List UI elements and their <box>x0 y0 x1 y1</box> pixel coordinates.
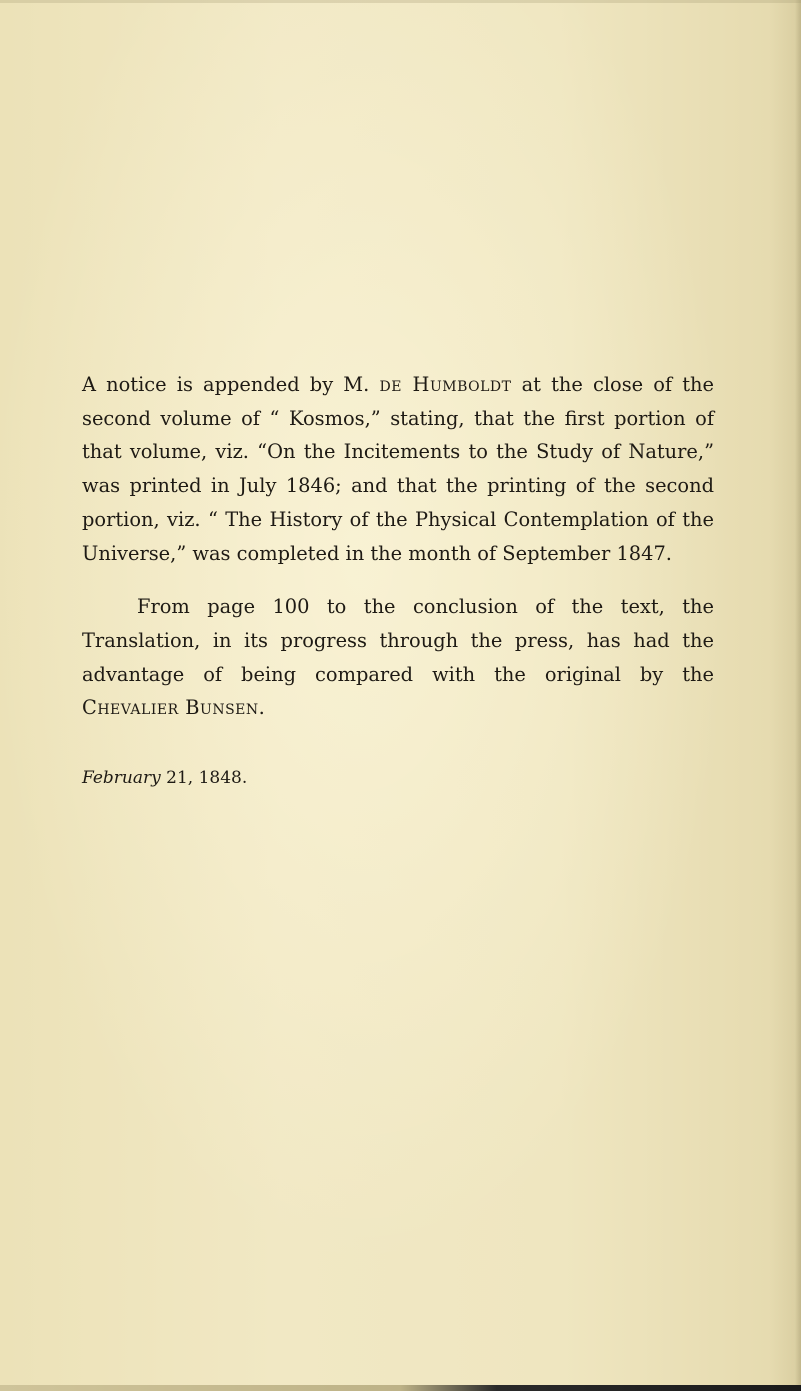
notice-p1-intro: A notice is appended by M. <box>82 373 370 396</box>
notice-paragraph-1 <box>82 368 714 570</box>
date-rest: 21, 1848. <box>166 768 248 788</box>
notice-paragraph-2 <box>82 590 714 725</box>
author-name: de Humboldt <box>379 373 512 396</box>
date-line <box>82 768 247 788</box>
notice-p1-body: at the close of the second volume of “ Kosmos,” stating, that the first portion of that volume, viz. “On the Incitements to the Study of Nature,” was printed in July 1846; and that the printing of the second portion, viz. “ The History of the Physical Contemplation of the Universe,” was completed in the month of September 1847. <box>82 373 714 565</box>
notice-p2-end: . <box>258 696 265 720</box>
notice-p2-body: From page 100 to the conclusion of the text, the Translation, in its progress through the press, has had the advantage of being compared with the original by the <box>82 595 714 686</box>
page-right-edge <box>795 0 801 1391</box>
page-top-edge <box>0 0 801 3</box>
notice-text-block <box>82 368 714 725</box>
page-bottom-edge <box>0 1385 801 1391</box>
chevalier-name: Chevalier Bunsen <box>82 696 259 720</box>
date-month: February <box>82 768 161 788</box>
